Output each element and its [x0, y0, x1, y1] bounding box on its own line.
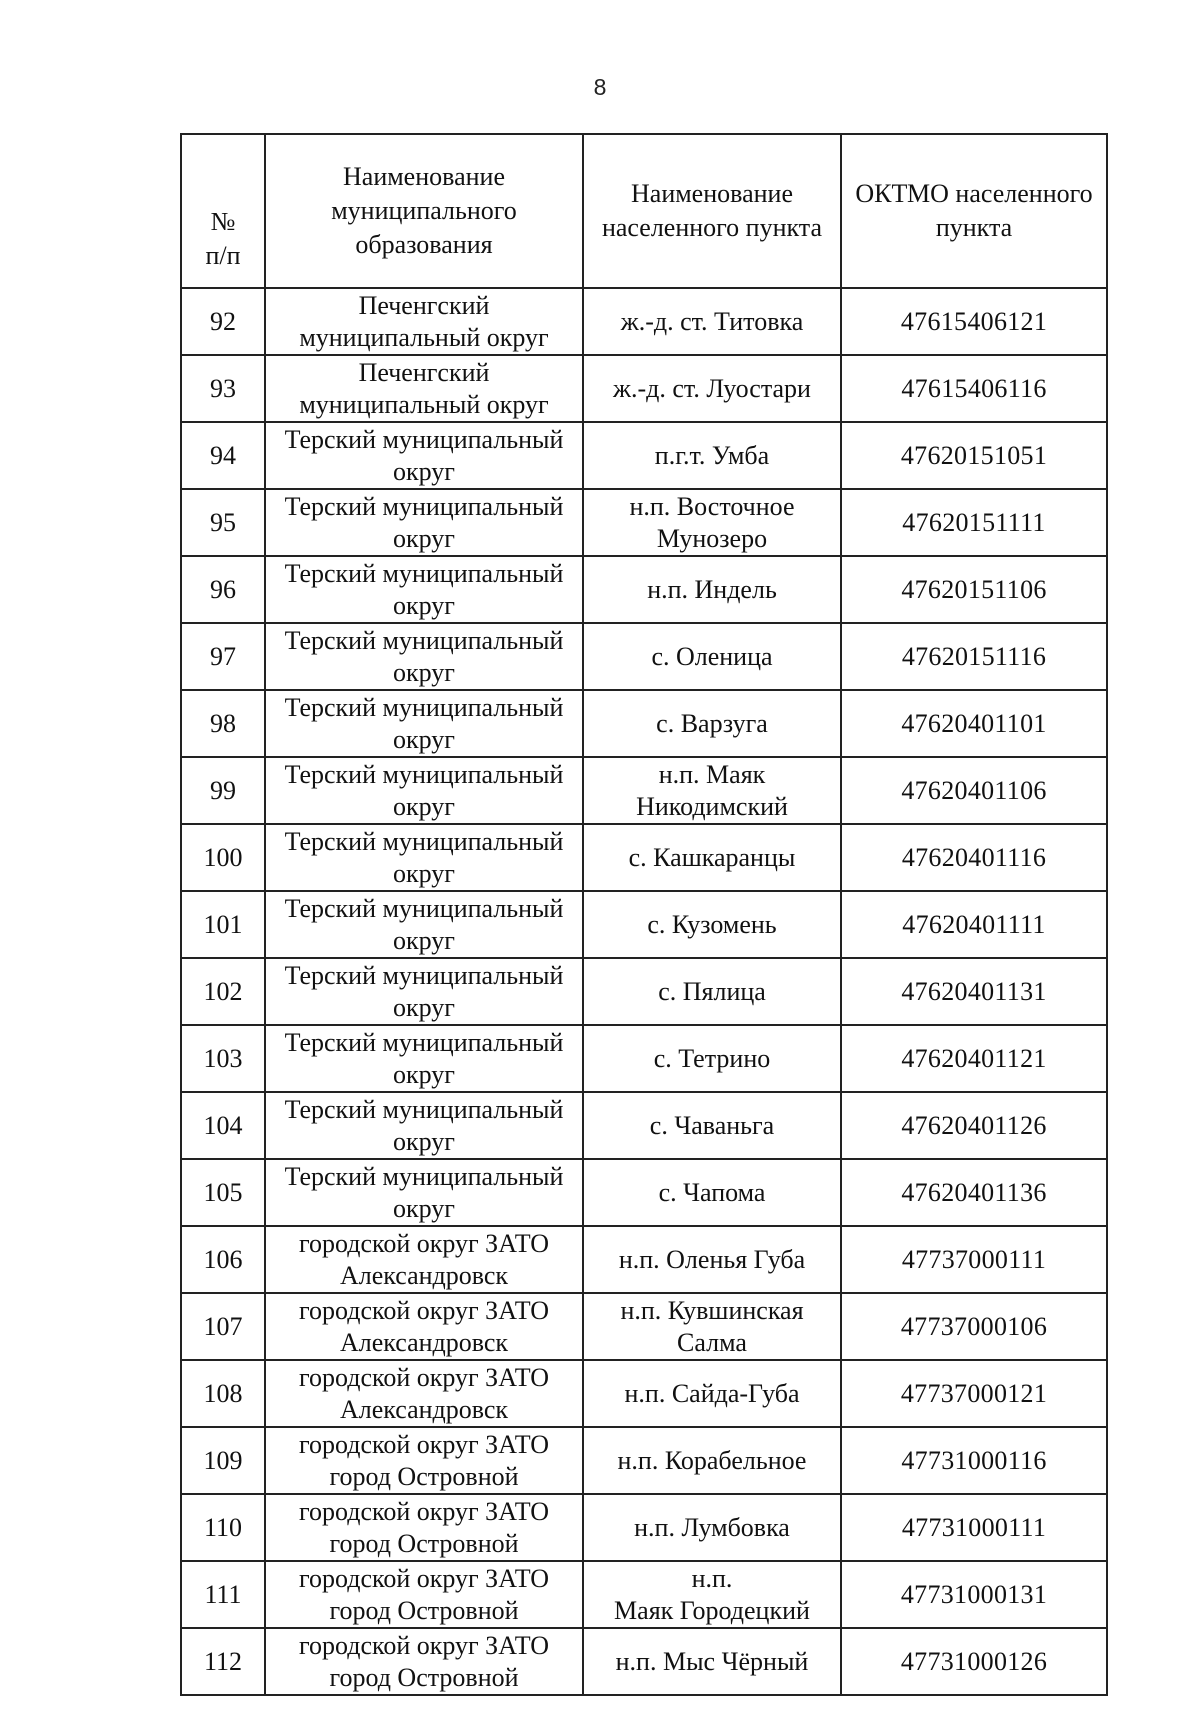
settlement-name: с. Кашкаранцы: [583, 824, 841, 891]
row-number: 93: [181, 355, 265, 422]
oktmo-code: 47620151051: [841, 422, 1107, 489]
row-number: 104: [181, 1092, 265, 1159]
settlement-name: с. Кузомень: [583, 891, 841, 958]
oktmo-code: 47620401136: [841, 1159, 1107, 1226]
settlement-name: ж.-д. ст. Луостари: [583, 355, 841, 422]
row-number: 98: [181, 690, 265, 757]
settlement-name: с. Варзуга: [583, 690, 841, 757]
row-number: 112: [181, 1628, 265, 1695]
settlement-name: н.п. Лумбовка: [583, 1494, 841, 1561]
oktmo-code: 47737000111: [841, 1226, 1107, 1293]
municipality-name: Терский муниципальный округ: [265, 757, 583, 824]
municipality-name: городской округ ЗАТО Александровск: [265, 1293, 583, 1360]
table-header: [181, 134, 1107, 288]
header-num: № п/п: [181, 134, 265, 288]
oktmo-code: 47731000111: [841, 1494, 1107, 1561]
table-row: [181, 288, 1107, 355]
table-row: [181, 824, 1107, 891]
oktmo-code: 47731000131: [841, 1561, 1107, 1628]
row-number: 105: [181, 1159, 265, 1226]
table-row: [181, 355, 1107, 422]
table-row: [181, 757, 1107, 824]
municipality-name: Терский муниципальный округ: [265, 422, 583, 489]
table-row: [181, 1092, 1107, 1159]
row-number: 101: [181, 891, 265, 958]
municipality-name: городской округ ЗАТО Александровск: [265, 1360, 583, 1427]
table-row: [181, 556, 1107, 623]
municipality-name: Печенгский муниципальный округ: [265, 288, 583, 355]
header-municipality: Наименование муниципального образования: [265, 134, 583, 288]
header-row: [181, 134, 1107, 288]
oktmo-code: 47620151116: [841, 623, 1107, 690]
settlement-name: н.п. Индель: [583, 556, 841, 623]
oktmo-code: 47737000106: [841, 1293, 1107, 1360]
settlement-name: п.г.т. Умба: [583, 422, 841, 489]
settlement-name: н.п. Сайда-Губа: [583, 1360, 841, 1427]
settlement-name: н.п. Маяк Городецкий: [583, 1561, 841, 1628]
oktmo-code: 47737000121: [841, 1360, 1107, 1427]
oktmo-code: 47620401121: [841, 1025, 1107, 1092]
header-oktmo: ОКТМО населенного пункта: [841, 134, 1107, 288]
municipality-name: Терский муниципальный округ: [265, 824, 583, 891]
table-row: [181, 958, 1107, 1025]
table-row: [181, 1561, 1107, 1628]
settlement-name: н.п. Маяк Никодимский: [583, 757, 841, 824]
municipality-name: городской округ ЗАТО город Островной: [265, 1427, 583, 1494]
table-row: [181, 891, 1107, 958]
oktmo-code: 47620401101: [841, 690, 1107, 757]
table-row: [181, 1159, 1107, 1226]
table-row: [181, 623, 1107, 690]
row-number: 109: [181, 1427, 265, 1494]
row-number: 97: [181, 623, 265, 690]
settlement-name: с. Тетрино: [583, 1025, 841, 1092]
municipality-name: Терский муниципальный округ: [265, 1092, 583, 1159]
municipality-name: Терский муниципальный округ: [265, 958, 583, 1025]
oktmo-code: 47615406121: [841, 288, 1107, 355]
settlement-name: с. Пялица: [583, 958, 841, 1025]
municipality-name: городской округ ЗАТО город Островной: [265, 1628, 583, 1695]
municipality-name: Терский муниципальный округ: [265, 1159, 583, 1226]
table-row: [181, 1293, 1107, 1360]
municipality-name: Терский муниципальный округ: [265, 1025, 583, 1092]
table-row: [181, 690, 1107, 757]
oktmo-code: 47615406116: [841, 355, 1107, 422]
settlement-name: ж.-д. ст. Титовка: [583, 288, 841, 355]
settlement-name: н.п. Мыс Чёрный: [583, 1628, 841, 1695]
oktmo-code: 47620151111: [841, 489, 1107, 556]
oktmo-code: 47620401131: [841, 958, 1107, 1025]
settlement-name: с. Чаваньга: [583, 1092, 841, 1159]
header-settlement: Наименование населенного пункта: [583, 134, 841, 288]
municipality-name: Терский муниципальный округ: [265, 891, 583, 958]
settlements-table: [180, 133, 1108, 1696]
row-number: 92: [181, 288, 265, 355]
oktmo-code: 47620401116: [841, 824, 1107, 891]
page-number: 8: [593, 74, 607, 100]
oktmo-code: 47731000126: [841, 1628, 1107, 1695]
settlement-name: н.п. Корабельное: [583, 1427, 841, 1494]
row-number: 110: [181, 1494, 265, 1561]
municipality-name: Терский муниципальный округ: [265, 623, 583, 690]
table-row: [181, 1494, 1107, 1561]
oktmo-code: 47620401106: [841, 757, 1107, 824]
settlement-name: с. Чапома: [583, 1159, 841, 1226]
row-number: 106: [181, 1226, 265, 1293]
municipality-name: Терский муниципальный округ: [265, 690, 583, 757]
row-number: 107: [181, 1293, 265, 1360]
row-number: 102: [181, 958, 265, 1025]
settlement-name: н.п. Восточное Мунозеро: [583, 489, 841, 556]
municipality-name: городской округ ЗАТО город Островной: [265, 1494, 583, 1561]
row-number: 99: [181, 757, 265, 824]
row-number: 108: [181, 1360, 265, 1427]
oktmo-code: 47620401111: [841, 891, 1107, 958]
table-row: [181, 1427, 1107, 1494]
oktmo-code: 47620151106: [841, 556, 1107, 623]
table-row: [181, 1226, 1107, 1293]
municipality-name: Печенгский муниципальный округ: [265, 355, 583, 422]
municipality-name: городской округ ЗАТО город Островной: [265, 1561, 583, 1628]
row-number: 96: [181, 556, 265, 623]
row-number: 94: [181, 422, 265, 489]
table-row: [181, 1025, 1107, 1092]
table-body: [181, 288, 1107, 1695]
table-row: [181, 1628, 1107, 1695]
oktmo-code: 47620401126: [841, 1092, 1107, 1159]
municipality-name: Терский муниципальный округ: [265, 556, 583, 623]
table-row: [181, 489, 1107, 556]
municipality-name: городской округ ЗАТО Александровск: [265, 1226, 583, 1293]
row-number: 100: [181, 824, 265, 891]
table-row: [181, 1360, 1107, 1427]
table-row: [181, 422, 1107, 489]
settlement-name: н.п. Кувшинская Салма: [583, 1293, 841, 1360]
settlement-name: с. Оленица: [583, 623, 841, 690]
row-number: 95: [181, 489, 265, 556]
row-number: 111: [181, 1561, 265, 1628]
settlement-name: н.п. Оленья Губа: [583, 1226, 841, 1293]
oktmo-code: 47731000116: [841, 1427, 1107, 1494]
row-number: 103: [181, 1025, 265, 1092]
municipality-name: Терский муниципальный округ: [265, 489, 583, 556]
